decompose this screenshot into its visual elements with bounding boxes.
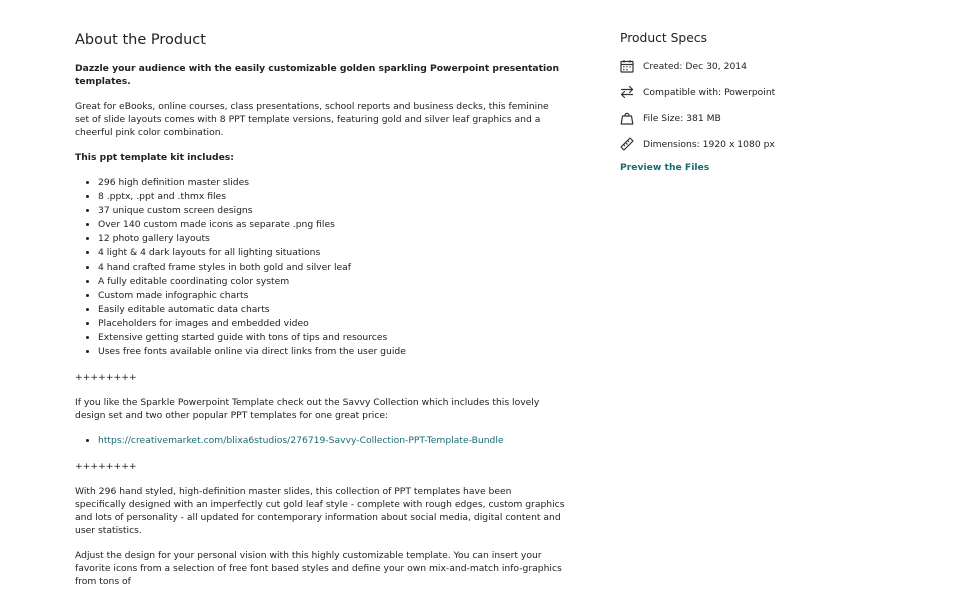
savvy-link-list [75,434,565,448]
kit-heading: This ppt template kit includes: [75,152,234,163]
calendar-icon [620,59,634,73]
list-item: • 4 light & 4 dark layouts for all lighting situations [98,246,565,260]
product-specs-panel [620,31,920,173]
swap-arrows-icon [620,85,634,99]
spec-file-size [620,105,920,131]
about-heading: About the Product [75,32,206,48]
kit-list [75,176,565,359]
savvy-collection-link[interactable]: https://creativemarket.com/blixa6studios/276719-Savvy-Collection-PPT-Template-Bundle [98,435,504,447]
list-item: • 37 unique custom screen designs [98,204,565,218]
separator-2: ++++++++ [75,461,137,473]
spec-compatible [620,79,920,105]
list-item: • Over 140 custom made icons as separate .png files [98,218,565,232]
list-item: • Extensive getting started guide with tons of tips and resources [98,331,565,345]
preview-files-link[interactable]: Preview the Files [620,162,710,173]
intro-paragraph: Great for eBooks, online courses, class presentations, school reports and business decks, this feminine set of slide layouts comes with 8 PPT template versions, featuring gold and silver leaf graphics and a cheerful pink color combination. [75,101,549,138]
list-item [98,434,565,448]
savvy-paragraph: If you like the Sparkle Powerpoint Template check out the Savvy Collection which includes this lovely design set and two other popular PPT templates for one great price: [75,397,540,422]
dimensions-text: Dimensions: 1920 x 1080 px [643,138,775,150]
list-item: • 4 hand crafted frame styles in both gold and silver leaf [98,261,565,275]
adjust-paragraph: Adjust the design for your personal vision with this highly customizable template. You can insert your favorite icons from a selection of free font based styles and define your own mix-and-match info-graphics from tons of [75,550,562,588]
list-item: • 12 photo gallery layouts [98,232,565,246]
hand-styled-paragraph: With 296 hand styled, high-definition master slides, this collection of PPT templates have been specifically designed with an imperfectly cut gold leaf style - complete with rough edges, custom graphics and lots of personality - all updated for contemporary information about social media, digital content and user statistics. [75,486,565,537]
list-item: • Easily editable automatic data charts [98,303,565,317]
list-item: • 8 .pptx, .ppt and .thmx files [98,190,565,204]
list-item: • Custom made infographic charts [98,289,565,303]
file-size-text: File Size: 381 MB [643,112,721,124]
created-text: Created: Dec 30, 2014 [643,60,747,72]
list-item: • Uses free fonts available online via direct links from the user guide [98,345,565,359]
bag-icon [620,111,634,125]
spec-dimensions [620,131,920,157]
compatible-text: Compatible with: Powerpoint [643,86,776,98]
ruler-icon [620,137,634,151]
list-item: • 296 high definition master slides [98,176,565,190]
specs-heading: Product Specs [620,31,707,45]
list-item: • A fully editable coordinating color system [98,275,565,289]
list-item: • Placeholders for images and embedded video [98,317,565,331]
intro-bold-text: Dazzle your audience with the easily customizable golden sparkling Powerpoint presentation templates. [75,63,559,87]
separator-1: ++++++++ [75,372,137,384]
about-section [75,32,565,600]
spec-created [620,53,920,79]
